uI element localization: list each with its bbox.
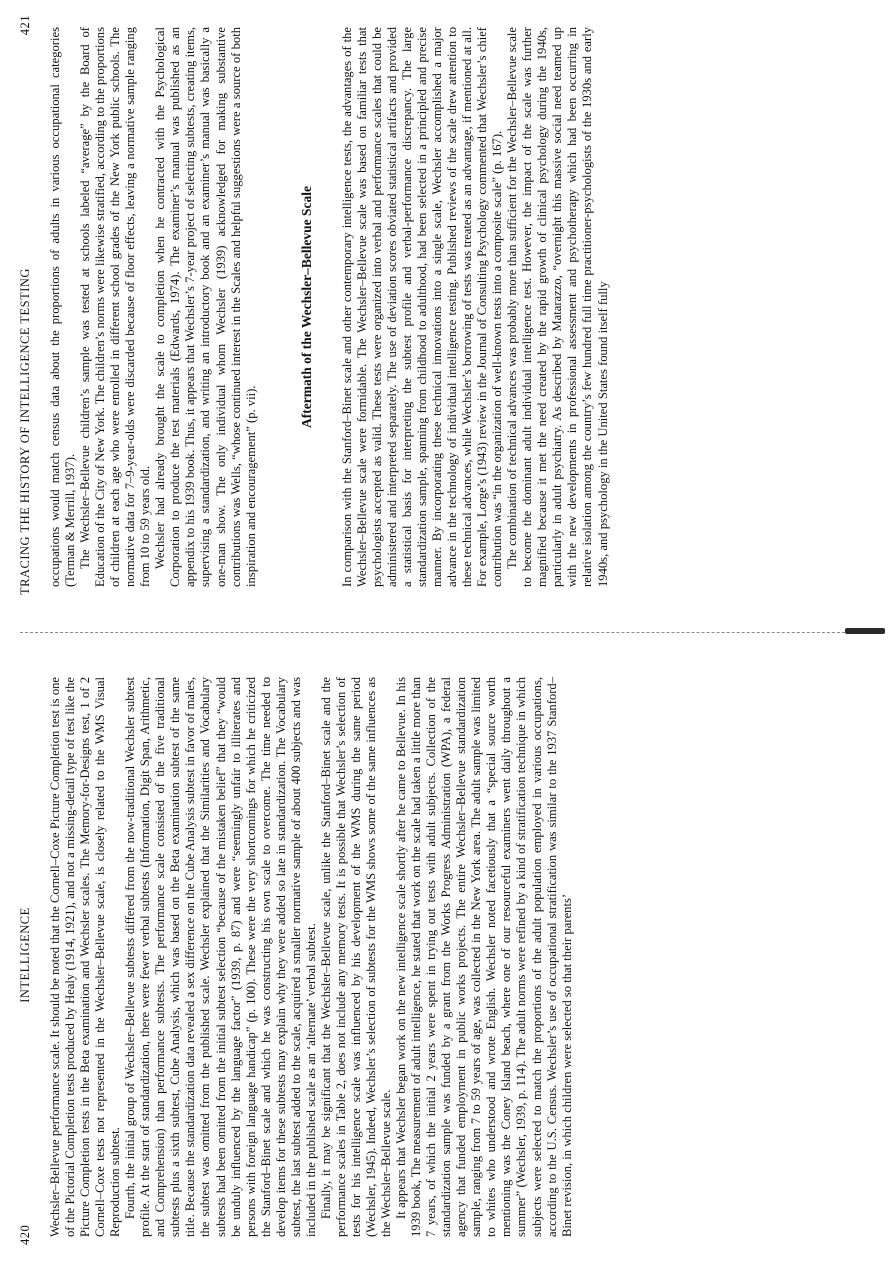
- right-running-title: TRACING THE HISTORY OF INTELLIGENCE TESTING: [18, 268, 32, 595]
- paragraph: occupations would match census data about the proportions of adults in various occupational categories (Terman & Merrill, 1937).: [48, 27, 78, 587]
- paragraph: The combination of technical advances was probably more than sufficient for the Wechsler–Bellevue scale to become the dominant adult individual intelligence test. However, the impact of the scale was further magnified because it met the need created by the rapid growth of clinical psychology during the 1940s, particularly in adult psychiatry. As described by Matarazzo, “overnight this massive social need teamed up with the new developments in professional assessment and psychotherapy which had been occurring in relative isolation among the country’s few hundred full time practitioner-psychologists of the 1930s and early 1940s, and psychology in the United States found itself fully: [505, 27, 610, 587]
- left-page-number: 420: [18, 1224, 32, 1245]
- paragraph: Finally, it may be significant that the Wechsler–Bellevue scale, unlike the Stanford–Binet scale and the performance scales in Table 2, does not include any memory tests. It is possible that Wechsler’s selection of tests for his intelligence scale was influenced by his development of the WMS during the same period (Wechsler, 1945). Indeed, Wechsler’s selection of subtests for the WMS shows some of the same influences as the Wechsler–Bellevue scale.: [318, 677, 394, 1237]
- right-page-number: 421: [18, 15, 32, 36]
- paragraph: Wechsler had already brought the scale to completion when he contracted with the Psychological Corporation to produce the test materials (Edwards, 1974). The examiner’s manual was published as an appendix to his 1939 book. Thus, it appears that Wechsler’s 7-year project of selecting subtests, creating items, supervising a standardization, and writing an introductory book and an examiner’s manual was basically a one-man show. The only individual whom Wechsler (1939) acknowledged for making substantive contributions was Wells, “whose continued interest in the Scales and helpful suggestions were a source of both inspiration and encouragement” (p. vii).: [153, 27, 258, 587]
- paragraph: Fourth, the initial group of Wechsler–Bellevue subtests differed from the now-traditional Wechsler subtest profile. At the start of standardization, there were fewer verbal subtests (Information, Digit Span, Arithmetic, and Comprehension) than performance subtests. The performance scale consisted of the five traditional subtests plus a sixth subtest, Cube Analysis, which was based on the Beta examination subtest of the same title. Because the standardization data revealed a sex difference on the Cube Analysis subtest in favor of males, the subtest was omitted from the published scale. Wechsler explained that the Similarities and Vocabulary subtests had been omitted from the initial subtest selection “because of the mistaken belief” that they “would be unduly influenced by the language factor” (1939, p. 87) and were “seemingly unfair to illiterates and persons with foreign language handicap” (p. 100). These were the very shortcomings for which he criticized the Stanford–Binet scale and which he was constructing his own scale to overcome. The time needed to develop items for these subtests may explain why they were added so late in standardization. The Vocabulary subtest, the last subtest added to the scale, acquired a smaller normative sample of about 400 subjects and was included in the published scale as an ‘alternate’ verbal subtest.: [123, 677, 318, 1237]
- paragraph: The Wechsler–Bellevue children’s sample was tested at schools labeled “average” by the Board of Education of the City of New York. The children’s norms were likewise stratified, according to the proportions of children at each age who were enrolled in different school grades of the New York public schools. The normative data for 7–9-year-olds were discarded because of floor effects, leaving a normative sample ranging from 10 to 59 years old.: [78, 27, 153, 587]
- gutter-line: [20, 632, 885, 633]
- gutter-shadow: [845, 628, 885, 634]
- left-running-title: INTELLIGENCE: [18, 907, 32, 1003]
- paragraph: Wechsler–Bellevue performance scale. It should be noted that the Cornell–Coxe Picture Completion test is one of the Pictorial Completion tests produced by Healy (1914, 1921), and not a missing-detail type of test like the Picture Completion tests in the Beta examination and Wechsler scales. The Memory-for-Designs test, 1 of 2 Cornell–Coxe tests not represented in the Wechsler–Bellevue scale, is closely related to the WMS Visual Reproduction subtest.: [48, 677, 123, 1237]
- section-heading: Aftermath of the Wechsler–Bellevue Scale: [298, 186, 314, 428]
- paragraph: It appears that Wechsler began work on the new intelligence scale shortly after he came to Bellevue. In his 1939 book, The measurement of adult intelligence, he stated that work on the scale had taken a little more than 7 years, of which the initial 2 years were spent in trying out tests with adult subjects. Collection of the standardization sample was funded by a grant from the Works Progress Administration (WPA), a federal agency that funded employment in public works projects. The entire Wechsler–Bellevue standardization sample, ranging from 7 to 59 years of age, was collected in the New York area. The adult sample was limited to whites who understood and wrote English. Wechsler noted facetiously that a “special source worth mentioning was the Coney Island beach, where one of our resourceful examiners went daily throughout a summer” (Wechsler, 1939, p. 114). The adult norms were refined by a kind of stratification technique in which subjects were selected to match the proportions of the adult population employed in various occupations, according to the U.S. Census. Wechsler’s use of occupational stratification was similar to the 1937 Stanford–Binet revision, in which children were selected so that their parents’: [394, 677, 574, 1237]
- paragraph: In comparison with the Stanford–Binet scale and other contemporary intelligence tests, the advantages of the Wechsler–Bellevue scale were formidable. The Wechsler–Bellevue scale was based on familiar tests that psychologists accepted as valid. These tests were organized into verbal and performance scales that could be administered and interpreted separately. The use of deviation scores obviated statistical artifacts and provided a statistical basis for interpreting the subtest profile and verbal-performance discrepancy. The large standardization sample, spanning from childhood to adulthood, had been selected in a principled and precise manner. By incorporating these technical innovations into a single scale, Wechsler accomplished a major advance in the technology of individual intelligence testing. Published reviews of the scale drew attention to these technical advances, while Wechsler’s borrowing of tests was treated as an advantage, if mentioned at all. For example, Lorge’s (1943) review in the Journal of Consulting Psychology commented that Wechsler’s chief contribution was “in the organization of well-known tests into a composite scale” (p. 167).: [339, 27, 505, 587]
